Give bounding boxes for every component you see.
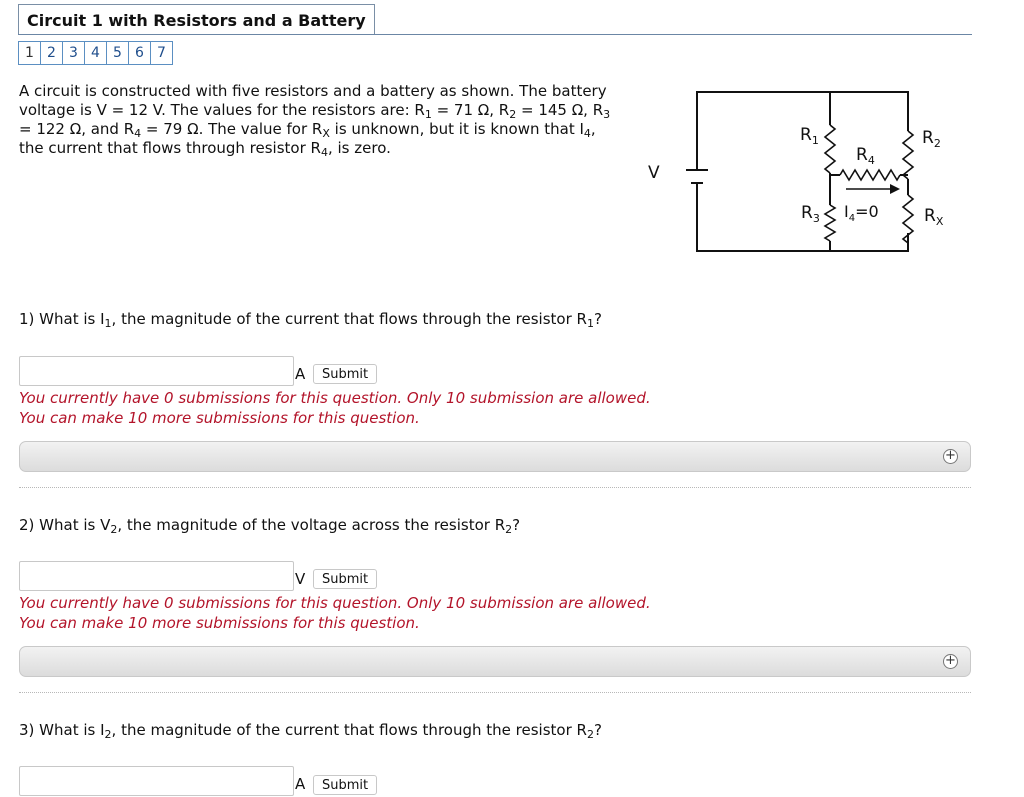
tab-6[interactable]: 6 xyxy=(128,41,151,65)
answer-1-unit: A xyxy=(295,365,306,383)
r4-label: $R_4$ xyxy=(856,145,875,167)
expand-plus-icon[interactable]: + xyxy=(943,449,958,464)
rx-label: $R_X$ xyxy=(924,206,944,228)
circuit-diagram xyxy=(640,85,970,265)
tab-2[interactable]: 2 xyxy=(40,41,63,65)
part-tabs xyxy=(18,41,172,65)
tab-7[interactable]: 7 xyxy=(150,41,173,65)
question-3-text: 3) What is $I_2$, the magnitude of the current that flows through the resistor $R_2$? xyxy=(19,721,602,741)
answer-1-input[interactable] xyxy=(19,356,294,386)
answer-3-unit: A xyxy=(295,775,306,793)
separator-1 xyxy=(19,487,971,488)
i4-label: $I_4=0$ xyxy=(844,202,879,224)
tab-4[interactable]: 4 xyxy=(84,41,107,65)
title-text: Circuit 1 with Resistors and a Battery xyxy=(27,10,366,30)
title-underline xyxy=(18,34,972,35)
r3-label: $R_3$ xyxy=(801,203,820,225)
submit-1-button[interactable]: Submit xyxy=(313,364,377,384)
question-2-text: 2) What is $V_2$, the magnitude of the voltage across the resistor $R_2$? xyxy=(19,516,521,536)
submission-note-2: You currently have 0 submissions for this question. Only 10 submission are allowed. You can make 10 more submissions for this question. xyxy=(19,594,651,632)
help-bar-2[interactable] xyxy=(19,646,971,677)
separator-2 xyxy=(19,692,971,693)
tab-3[interactable]: 3 xyxy=(62,41,85,65)
question-1-text: 1) What is $I_1$, the magnitude of the current that flows through the resistor $R_1$? xyxy=(19,310,602,330)
resistor-rx-symbol xyxy=(903,195,913,243)
submit-3-button[interactable]: Submit xyxy=(313,775,377,795)
r2-label: $R_2$ xyxy=(922,128,941,150)
expand-plus-icon[interactable]: + xyxy=(943,654,958,669)
current-arrow-head-icon xyxy=(890,184,900,194)
submit-2-button[interactable]: Submit xyxy=(313,569,377,589)
resistor-r1-symbol xyxy=(825,125,835,173)
page-title xyxy=(18,4,375,35)
answer-3-input[interactable] xyxy=(19,766,294,796)
answer-2-unit: V xyxy=(295,570,306,588)
problem-statement: A circuit is constructed with five resistors and a battery as shown. The battery voltage is V = 12 V. The values for the resistors are: $R_1 = 71$ Ω, $R_2 = 145$ Ω, $R_3 = 122$ Ω, and $R_4 = 79$ Ω. The value for $R_X$ is unknown, but it is known that $I_4$, the current that flows through resistor $R_4$, is zero. xyxy=(19,82,611,159)
tab-5[interactable]: 5 xyxy=(106,41,129,65)
resistor-r4-symbol xyxy=(840,170,900,180)
answer-2-input[interactable] xyxy=(19,561,294,591)
battery-label: V xyxy=(648,163,660,183)
r1-label: $R_1$ xyxy=(800,125,819,147)
tab-1[interactable]: 1 xyxy=(18,41,41,65)
help-bar-1[interactable] xyxy=(19,441,971,472)
resistor-r2-symbol xyxy=(903,131,913,179)
submission-note-1: You currently have 0 submissions for this question. Only 10 submission are allowed. You can make 10 more submissions for this question. xyxy=(19,389,651,427)
resistor-r3-symbol xyxy=(825,205,835,241)
